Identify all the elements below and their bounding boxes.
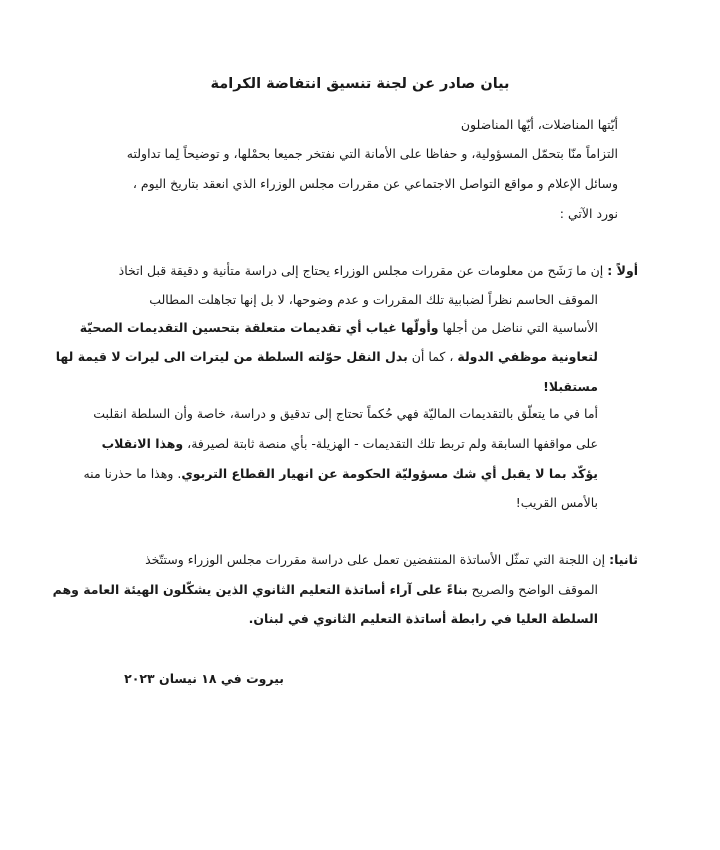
document-title: بيان صادر عن لجنة تنسيق انتفاضة الكرامة — [210, 76, 510, 92]
first-point-line-4-bold-b: بدل النقل حوّلته السلطة من ليترات الى ليرات لا قيمة لها — [55, 349, 408, 364]
first-point-line-2: الموقف الحاسم نظراً لضبابية تلك المقررات و عدم وضوحها، لا بل إنها تجاهلت المطالب — [149, 292, 598, 307]
greeting: أيّتها المناضلات، أيّها المناضلون — [460, 117, 618, 132]
first-point-line-4-plain: ، كما أن — [407, 349, 458, 364]
first-point-line-8-bold: يؤكّد بما لا يقبل أي شك مسؤوليّة الحكومة عن انهيار القطاع التربوي — [181, 466, 598, 481]
intro-line-2: وسائل الإعلام و مواقع التواصل الاجتماعي عن مقررات مجلس الوزراء الذي انعقد بتاريخ اليوم ، — [132, 176, 618, 191]
first-point-line-8-plain: . وهذا ما حذرنا منه — [83, 466, 182, 481]
first-point-line-8 — [83, 465, 598, 483]
intro-line-3: نورد الآتي : — [559, 206, 618, 221]
second-point-line-3: السلطة العليا في رابطة أساتذة التعليم الثانوي في لبنان. — [248, 611, 598, 626]
first-point-line-4 — [56, 348, 598, 366]
first-point-line-9: بالأمس القريب! — [515, 495, 598, 510]
first-point-text: إن ما رَشَح من معلومات عن مقررات مجلس الوزراء يحتاج إلى دراسة متأنية و دقيقة قبل اتخاذ — [118, 263, 604, 278]
first-point-line-7 — [102, 435, 598, 453]
intro-line-1: التزاماً منّا بتحمّل المسؤولية، و حفاظا على الأمانة التي نفتخر جميعا بحمْلها، و توضيحاً لِما تداولته — [126, 146, 618, 161]
first-point-line-3 — [80, 319, 598, 337]
second-point-line-2-plain: الموقف الواضح والصريح — [467, 582, 598, 597]
first-point-line-4-bold-a: لتعاونية موظفي الدولة — [457, 349, 598, 364]
date-line: بيروت في ١٨ نيسان ٢٠٢٣ — [124, 671, 284, 686]
first-point-line-3-plain: الأساسية التي نناضل من أجلها — [438, 320, 598, 335]
second-point-line-2 — [53, 581, 598, 599]
second-point-text: إن اللجنة التي تمثّل الأساتذة المنتفضين تعمل على دراسة مقررات مجلس الوزراء وستتّخذ — [145, 552, 606, 567]
second-point-line-2-bold: بناءً على آراء أساتذة التعليم الثانوي الذين يشكّلون الهيئة العامة وهم — [52, 582, 468, 597]
first-point-line-1 — [119, 262, 638, 280]
second-point-line-1 — [145, 551, 638, 569]
second-point-label: ثانيا: — [609, 552, 638, 567]
first-point-line-7-bold: وهذا الانقلاب — [101, 436, 184, 451]
first-point-line-7-plain: على مواقفها السابقة ولم تربط تلك التقديمات - الهزيلة- بأي منصة ثابتة لصيرفة، — [183, 436, 598, 451]
first-point-line-3-bold: وأولّها غياب أي تقديمات متعلقة بتحسين التقديمات الصحيّة — [79, 320, 439, 335]
first-point-line-5: مستقبلا! — [543, 379, 598, 394]
first-point-label: أولاً : — [607, 263, 638, 278]
first-point-line-6: أما في ما يتعلّق بالتقديمات الماليّة فهي حُكماً تحتاج إلى تدقيق و دراسة، خاصة وأن السلطة انقلبت — [93, 406, 598, 421]
